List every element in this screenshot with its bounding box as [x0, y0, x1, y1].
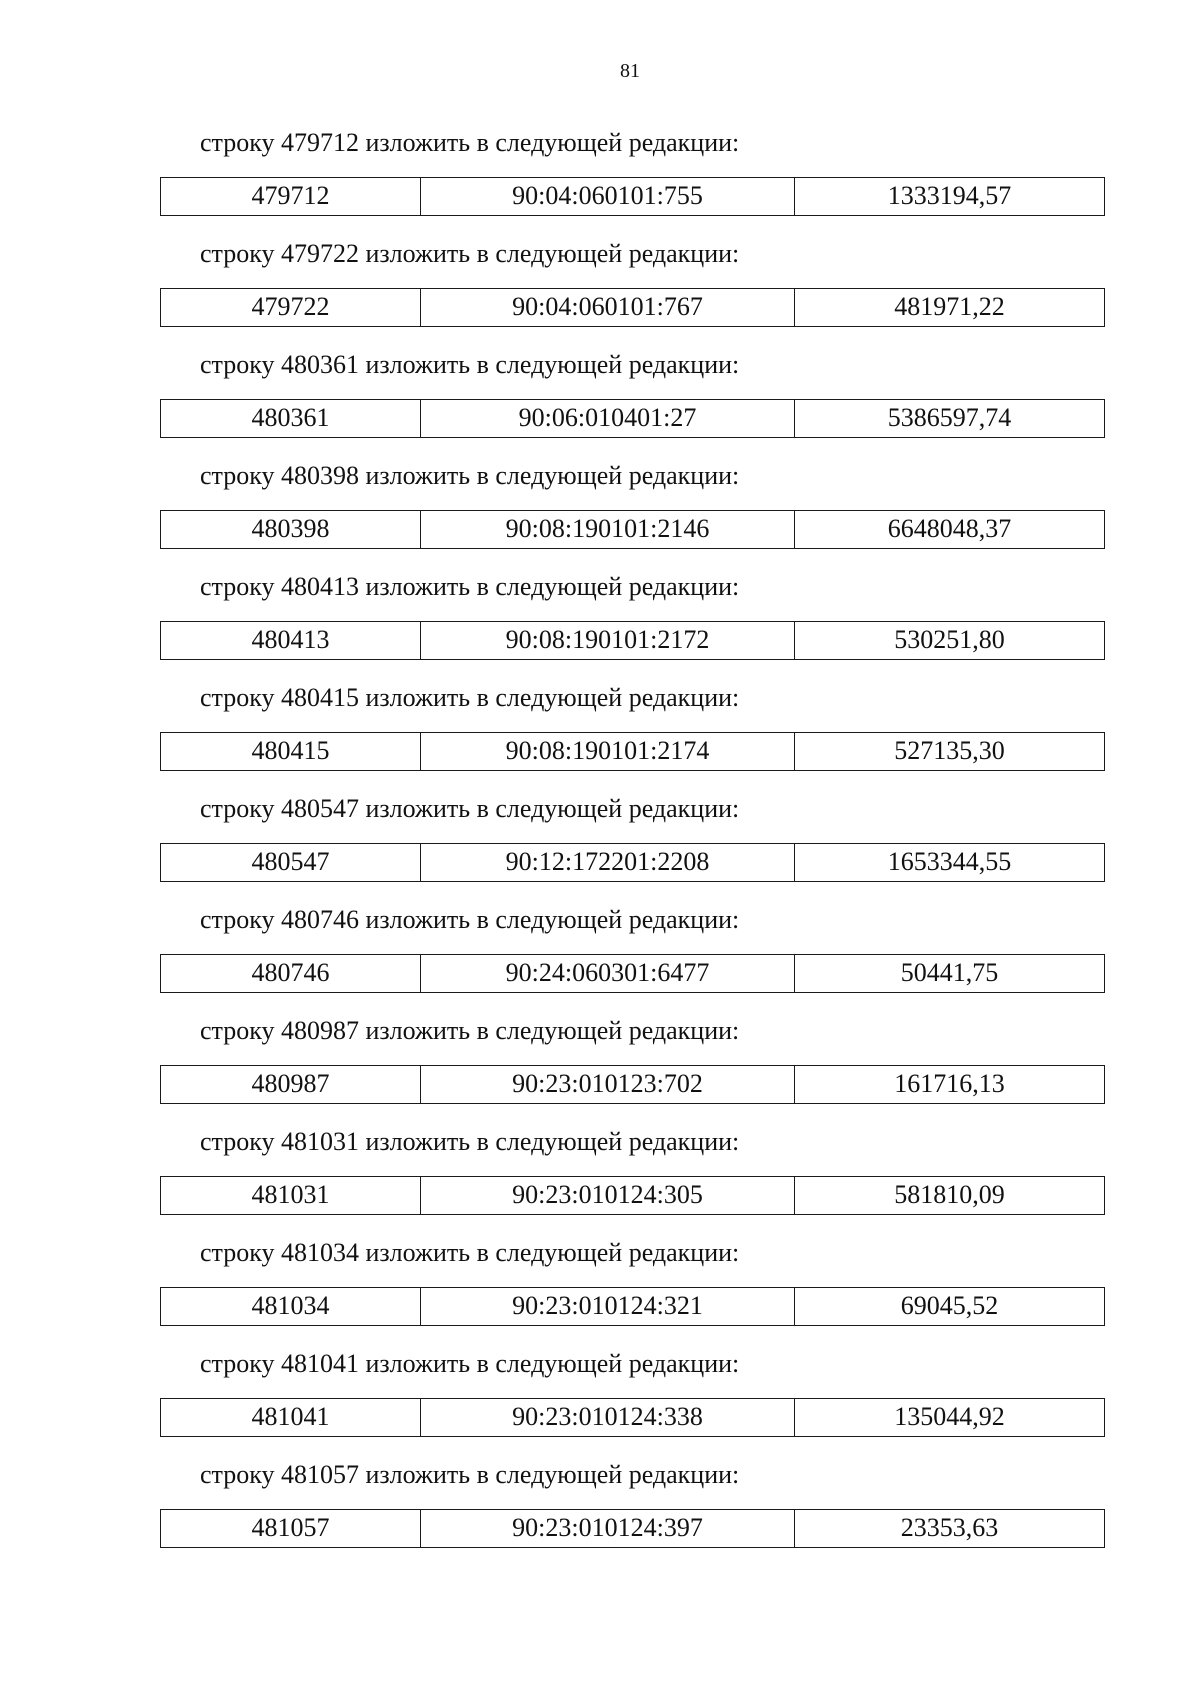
- amended-row-table: [160, 177, 1105, 216]
- cadastral-number-cell: 90:23:010123:702: [421, 1066, 795, 1103]
- amendment-instruction: строку 480415 изложить в следующей редакции:: [200, 683, 740, 712]
- page-number: 81: [620, 60, 640, 82]
- row-number-cell: 480398: [161, 511, 421, 548]
- amendment-entry: [160, 572, 1105, 683]
- amendment-instruction: строку 480746 изложить в следующей редакции:: [200, 905, 740, 934]
- row-number-cell: 480746: [161, 955, 421, 992]
- value-cell: 69045,52: [900, 1291, 999, 1320]
- amendment-entry: [160, 1238, 1105, 1349]
- row-number-cell: 480415: [161, 733, 421, 770]
- amendment-instruction: строку 480361 изложить в следующей редакции:: [200, 350, 740, 379]
- amendment-instruction: строку 480398 изложить в следующей редакции:: [200, 461, 740, 490]
- value-cell: 161716,13: [894, 1069, 1005, 1098]
- amended-row-table: [160, 288, 1105, 327]
- row-number-cell: 479712: [161, 178, 421, 215]
- amended-row-table: [160, 621, 1105, 660]
- cadastral-number-cell: 90:23:010124:305: [421, 1177, 795, 1214]
- value-cell: 6648048,37: [887, 514, 1012, 543]
- cadastral-number-cell: 90:24:060301:6477: [421, 955, 795, 992]
- cadastral-number-cell: 90:06:010401:27: [421, 400, 795, 437]
- amendment-instruction: строку 480987 изложить в следующей редакции:: [200, 1016, 740, 1045]
- amended-row-table: [160, 843, 1105, 882]
- cadastral-number-cell: 90:12:172201:2208: [421, 844, 795, 881]
- amended-row-table: [160, 1509, 1105, 1548]
- amendment-instruction: строку 481057 изложить в следующей редакции:: [200, 1460, 740, 1489]
- amended-row-table: [160, 1065, 1105, 1104]
- row-number-cell: 480547: [161, 844, 421, 881]
- row-number-cell: 481041: [161, 1399, 421, 1436]
- cadastral-number-cell: 90:08:190101:2174: [421, 733, 795, 770]
- row-number-cell: 481031: [161, 1177, 421, 1214]
- row-number-cell: 479722: [161, 289, 421, 326]
- cadastral-number-cell: 90:23:010124:321: [421, 1288, 795, 1325]
- amendment-instruction: строку 480413 изложить в следующей редакции:: [200, 572, 740, 601]
- row-number-cell: 480361: [161, 400, 421, 437]
- value-cell: 1333194,57: [887, 181, 1012, 210]
- amendment-entry: [160, 350, 1105, 461]
- amended-row-table: [160, 1176, 1105, 1215]
- amendment-instruction: строку 481034 изложить в следующей редакции:: [200, 1238, 740, 1267]
- amended-row-table: [160, 510, 1105, 549]
- value-cell: 481971,22: [894, 292, 1005, 321]
- amendment-entry: [160, 905, 1105, 1016]
- amendment-entry: [160, 794, 1105, 905]
- amended-row-table: [160, 954, 1105, 993]
- amendment-instruction: строку 480547 изложить в следующей редакции:: [200, 794, 740, 823]
- amendment-entry: [160, 1127, 1105, 1238]
- amendment-entry: [160, 239, 1105, 350]
- amended-row-table: [160, 732, 1105, 771]
- amendment-instruction: строку 481041 изложить в следующей редакции:: [200, 1349, 740, 1378]
- row-number-cell: 481057: [161, 1510, 421, 1547]
- value-cell: 1653344,55: [887, 847, 1012, 876]
- cadastral-number-cell: 90:08:190101:2146: [421, 511, 795, 548]
- amended-row-table: [160, 1287, 1105, 1326]
- amendment-entry: [160, 1460, 1105, 1571]
- value-cell: 581810,09: [894, 1180, 1005, 1209]
- entries-list: [160, 128, 1105, 1571]
- row-number-cell: 481034: [161, 1288, 421, 1325]
- amended-row-table: [160, 1398, 1105, 1437]
- amendment-instruction: строку 479722 изложить в следующей редакции:: [200, 239, 740, 268]
- amendment-instruction: строку 479712 изложить в следующей редакции:: [200, 128, 740, 157]
- amendment-entry: [160, 1016, 1105, 1127]
- value-cell: 23353,63: [900, 1513, 999, 1542]
- cadastral-number-cell: 90:23:010124:397: [421, 1510, 795, 1547]
- amendment-entry: [160, 1349, 1105, 1460]
- cadastral-number-cell: 90:23:010124:338: [421, 1399, 795, 1436]
- amendment-entry: [160, 128, 1105, 239]
- amendment-instruction: строку 481031 изложить в следующей редакции:: [200, 1127, 740, 1156]
- value-cell: 50441,75: [900, 958, 999, 987]
- cadastral-number-cell: 90:08:190101:2172: [421, 622, 795, 659]
- row-number-cell: 480987: [161, 1066, 421, 1103]
- amendment-entry: [160, 683, 1105, 794]
- cadastral-number-cell: 90:04:060101:755: [421, 178, 795, 215]
- cadastral-number-cell: 90:04:060101:767: [421, 289, 795, 326]
- value-cell: 530251,80: [894, 625, 1005, 654]
- value-cell: 5386597,74: [887, 403, 1012, 432]
- amended-row-table: [160, 399, 1105, 438]
- value-cell: 527135,30: [894, 736, 1005, 765]
- row-number-cell: 480413: [161, 622, 421, 659]
- value-cell: 135044,92: [894, 1402, 1005, 1431]
- amendment-entry: [160, 461, 1105, 572]
